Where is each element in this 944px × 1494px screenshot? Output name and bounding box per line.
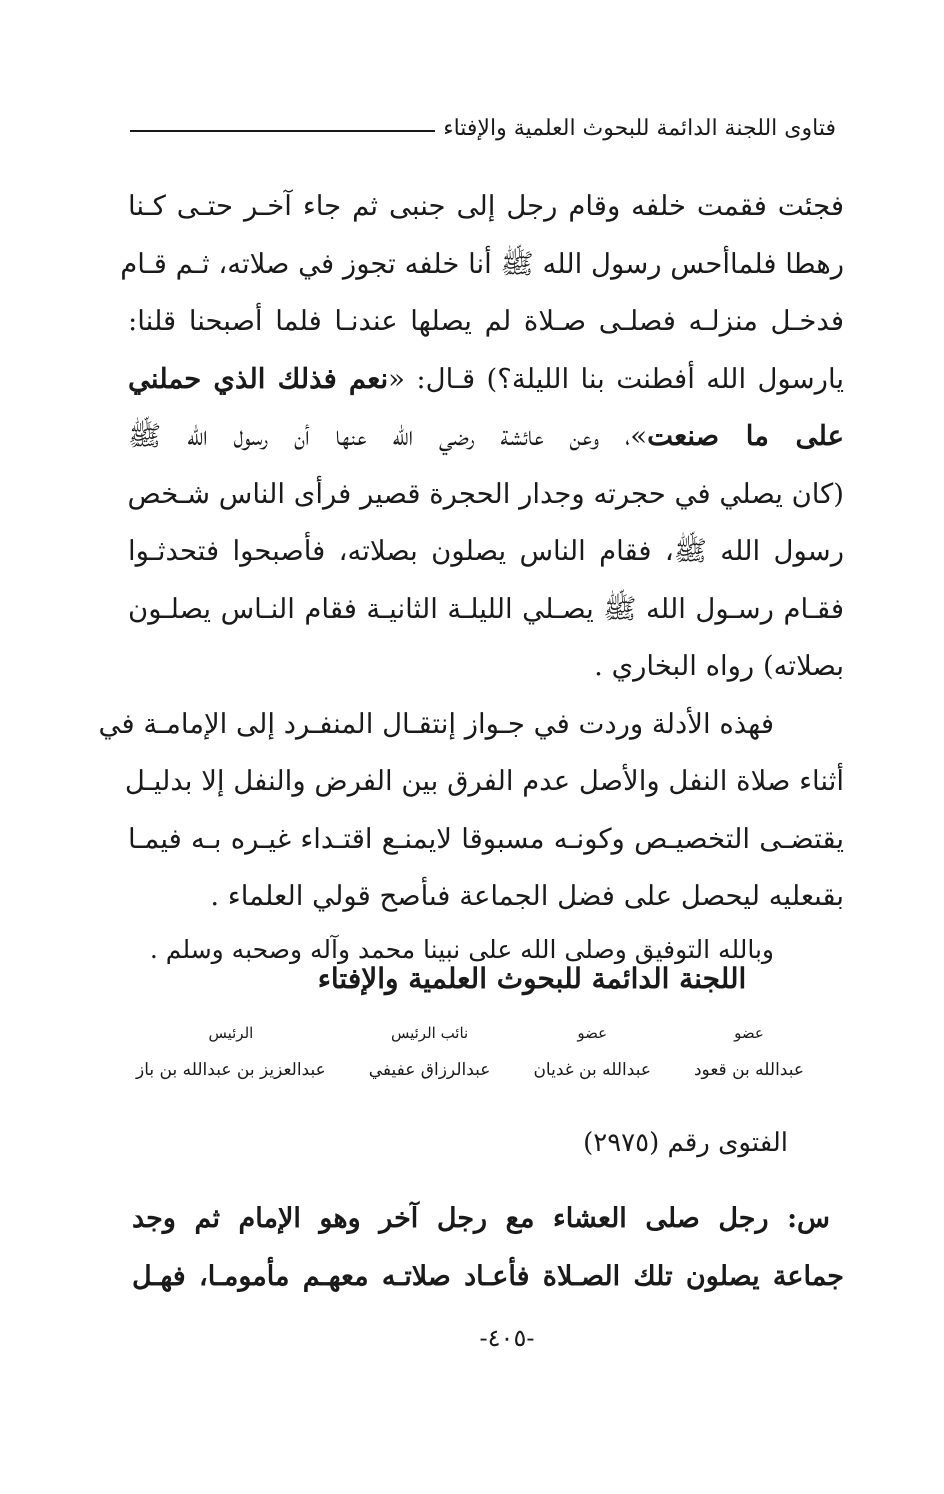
body-line: رهطا فلماأحس رسول الله ﷺ أنا خلفه تجوز في صلاته، ثـم قـام xyxy=(120,247,844,280)
member-role: عضو xyxy=(734,1024,764,1042)
hadith-quote-bold: نعم فذلك الذي حملني xyxy=(128,362,389,395)
body-line-plain: يارسول الله أفطنت بنا الليلة؟) قـال: « xyxy=(388,362,844,395)
body-line: بقىعليه ليحصل على فضل الجماعة فىأصح قولي العلماء . xyxy=(210,880,844,912)
member-role: عضو xyxy=(577,1024,608,1042)
body-text xyxy=(98,178,844,974)
signatures xyxy=(136,1024,804,1080)
signature-block xyxy=(694,1024,804,1080)
body-line: فدخـل منزلـه فصلـى صـلاة لم يصلها عندنـا فلما أصبحنا قلنا: xyxy=(128,305,844,337)
signature-block xyxy=(136,1024,326,1080)
member-name: عبدالله بن غديان xyxy=(533,1060,651,1080)
member-name: عبدالله بن قعود xyxy=(693,1060,804,1080)
signature-block xyxy=(533,1024,651,1080)
member-name: عبدالعزيز بن عبدالله بن باز xyxy=(136,1060,326,1080)
header-rule xyxy=(130,130,435,132)
closing-line: وبالله التوفيق وصلى الله على نبينا محمد وآله وصحبه وسلم . xyxy=(149,934,774,964)
question-line: س: رجل صلى العشاء مع رجل آخر وهو الإمام ثم وجد xyxy=(132,1203,830,1234)
body-line: فهذه الأدلة وردت في جـواز إنتقـال المنفـرد إلى الإمامـة في xyxy=(98,707,774,740)
member-name: عبدالرزاق عفيفي xyxy=(368,1060,491,1080)
body-line xyxy=(128,351,844,409)
body-line: يقتضـى التخصيـص وكونـه مسبوقا لايمنـع اقتـداء غيـره بـه فيمـا xyxy=(128,822,844,855)
body-line: بصلاته) رواه البخاري . xyxy=(594,650,844,682)
question-line: جماعة يصلون تلك الصـلاة فأعـاد صلاتـه معهـم مأمومـا، فهـل xyxy=(132,1261,844,1292)
body-line: فقـام رسـول الله ﷺ يصـلي الليلـة الثانيـة فقام النـاس يصلـون xyxy=(128,592,844,625)
body-line: (كان يصلي في حجرته وجدار الحجرة قصير فرأى الناس شـخص xyxy=(127,477,844,510)
body-line xyxy=(128,408,844,466)
member-role: الرئيس xyxy=(208,1024,254,1042)
page-number: -٤٠٥- xyxy=(479,1324,535,1352)
body-line: أثناء صلاة النفل والأصل عدم الفرق بين الفرض والنفل إلا بدليـل xyxy=(124,765,844,797)
committee-title: اللجنة الدائمة للبحوث العلمية والإفتاء xyxy=(317,962,747,995)
hadith-quote-bold: على ما صنعت xyxy=(647,420,844,452)
body-line: رسول الله ﷺ، فقام الناس يصلون بصلاته، فأصبحوا فتحدثـوا xyxy=(128,535,844,567)
member-role: نائب الرئيس xyxy=(390,1024,469,1042)
question-text xyxy=(132,1190,844,1306)
running-title: فتاوى اللجنة الدائمة للبحوث العلمية والإفتاء xyxy=(443,115,836,141)
running-header xyxy=(130,108,836,148)
body-line: فجئت فقمت خلفه وقام رجل إلى جنبى ثم جاء آخـر حتـى كـنا xyxy=(128,190,844,222)
signature-block xyxy=(369,1024,491,1080)
body-line-plain: »، وعن عائشة رضي الله عنها أن رسول الله ﷺ xyxy=(128,420,648,452)
fatwa-number: الفتوى رقم (٢٩٧٥) xyxy=(583,1128,788,1158)
